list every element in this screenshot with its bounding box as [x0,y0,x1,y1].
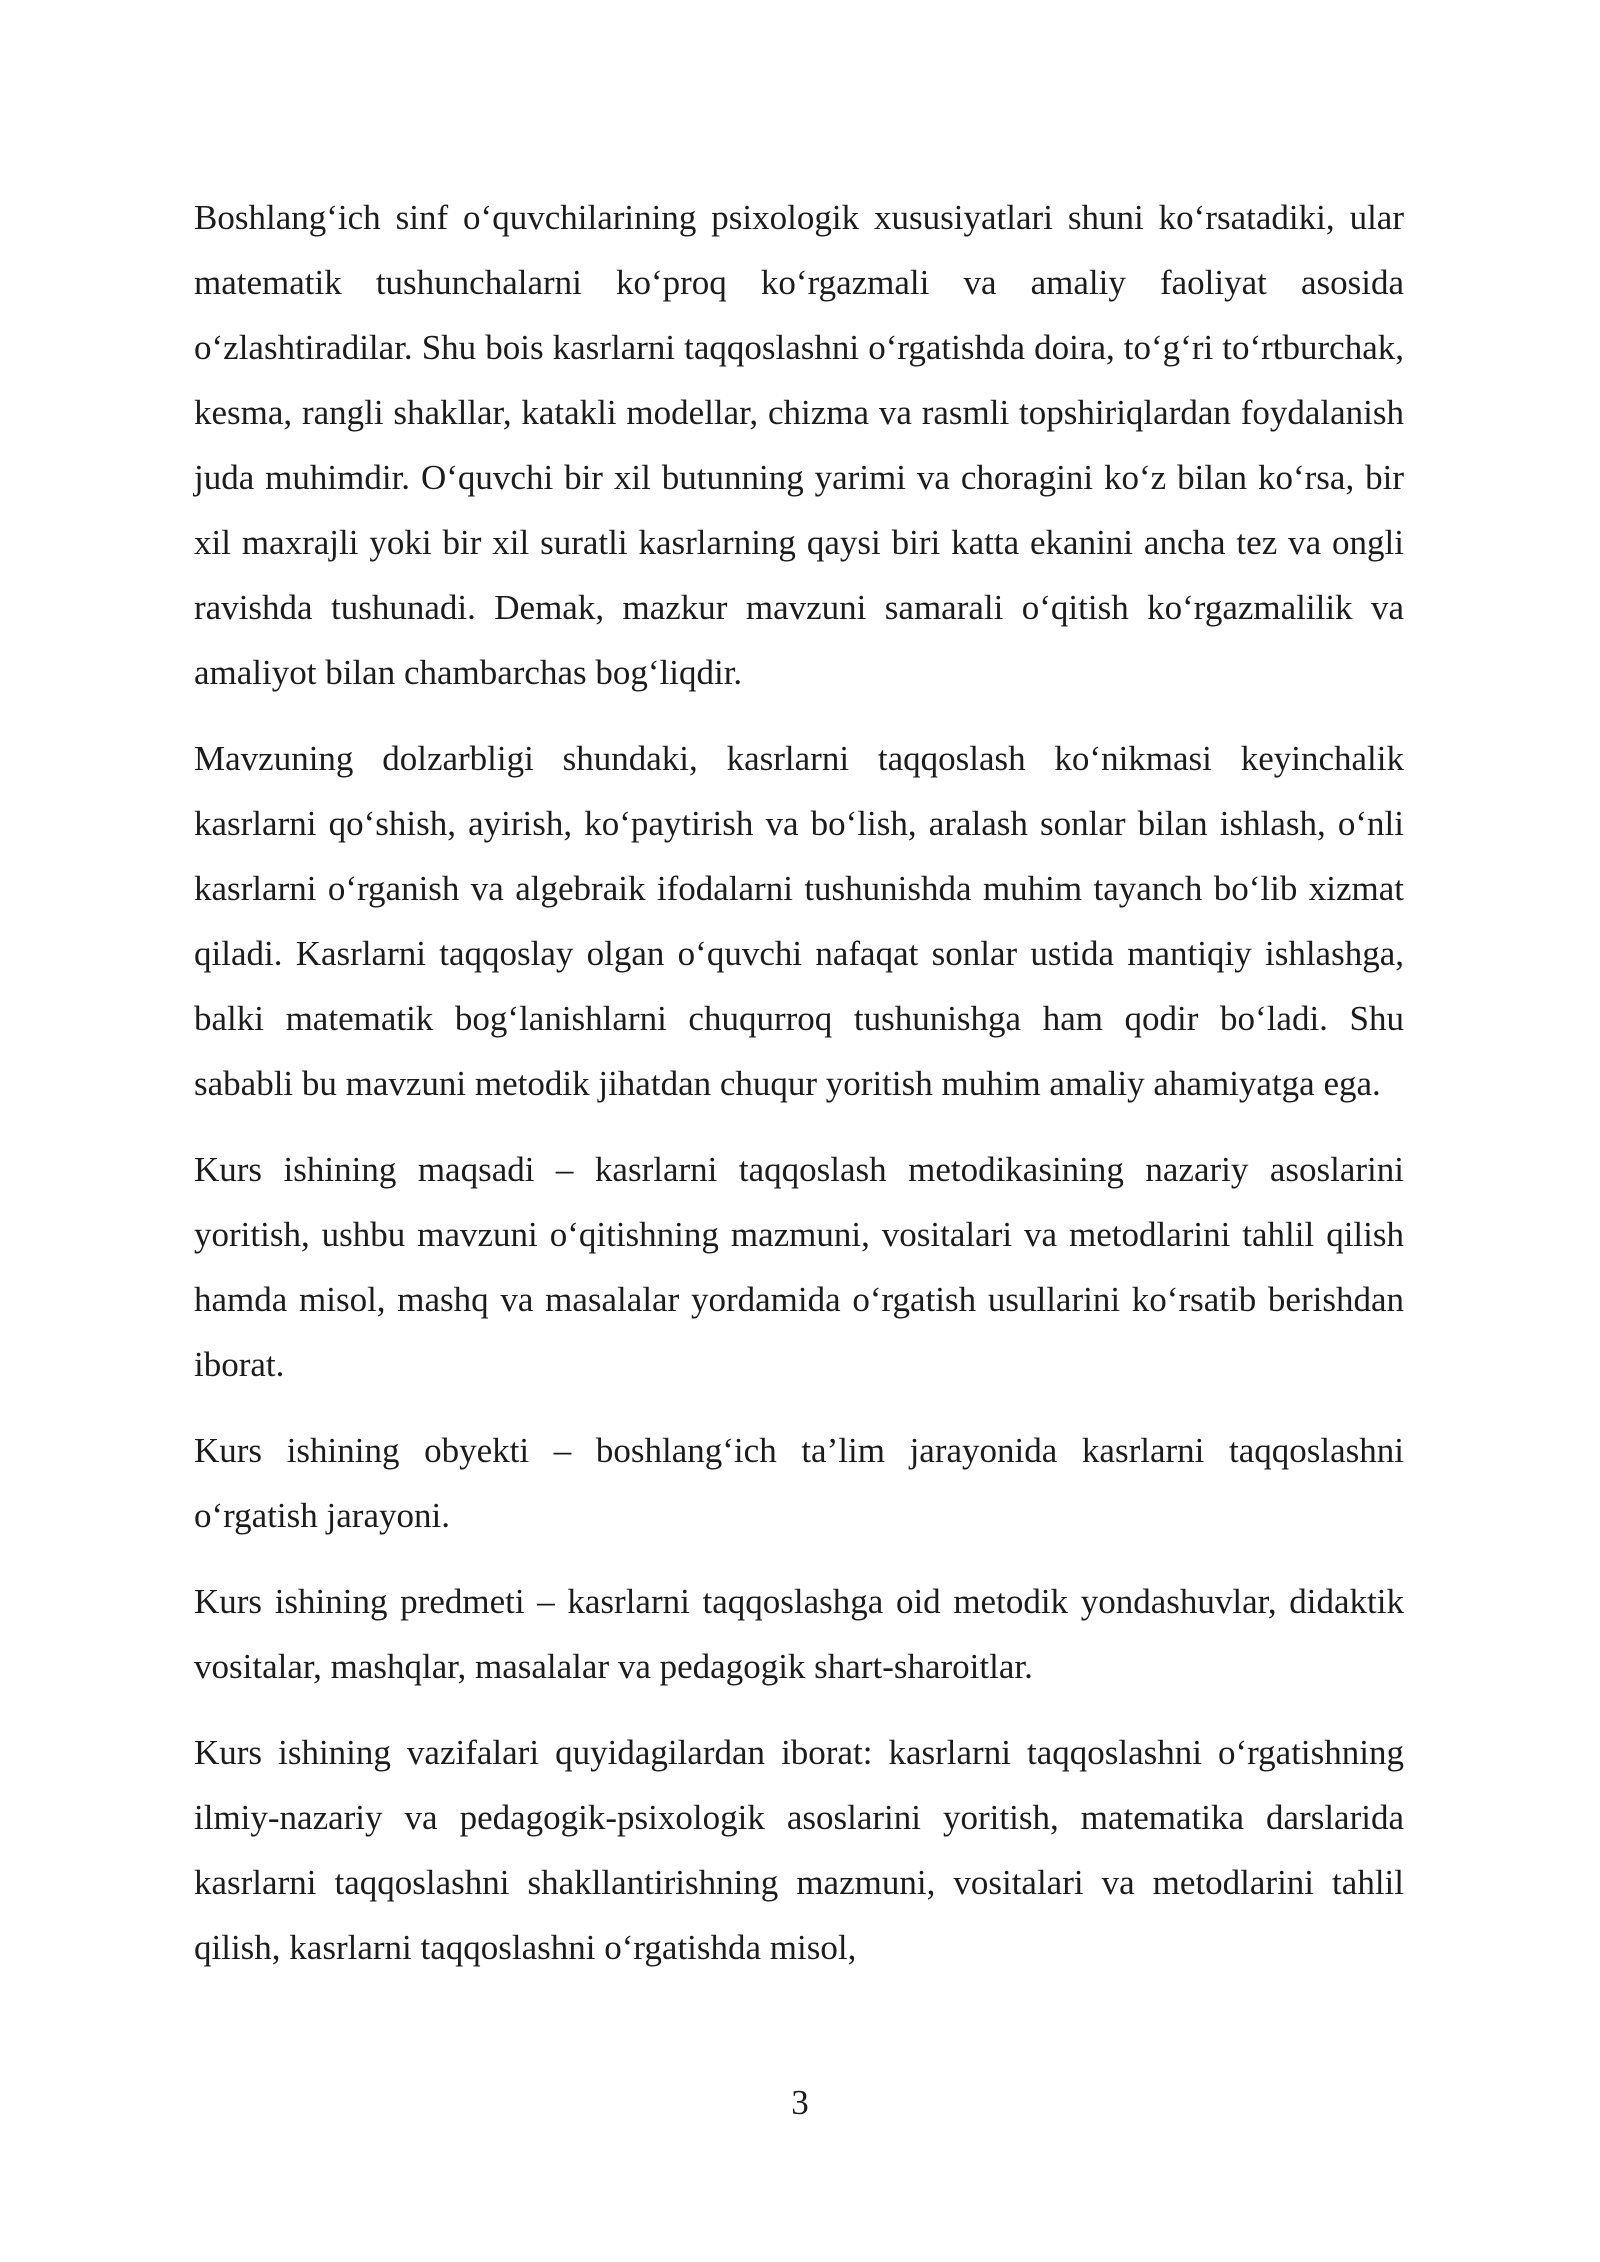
body-text [194,185,1404,2001]
page-number: 3 [791,2083,809,2122]
paragraph-goal: Kurs ishining maqsadi – kasrlarni taqqoslash metodikasining nazariy asoslarini yoritish, ushbu mavzuni o‘qitishning mazmuni, vositalari va metodlarini tahlil qilish hamda misol, mashq va masalalar yordamida o‘rgatish usullarini ko‘rsatib berishdan iborat. [194,1150,1404,1384]
paragraph-tasks: Kurs ishining vazifalari quyidagilardan iborat: kasrlarni taqqoslashni o‘rgatishning ilmiy-nazariy va pedagogik-psixologik asoslarini yoritish, matematika darslarida kasrlarni taqqoslashni shakllantirishning mazmuni, vositalari va metodlarini tahlil qilish, kasrlarni taqqoslashni o‘rgatishda misol, [194,1733,1404,1967]
paragraph-relevance: Mavzuning dolzarbligi shundaki, kasrlarni taqqoslash ko‘nikmasi keyinchalik kasrlarni qo‘shish, ayirish, ko‘paytirish va bo‘lish, aralash sonlar bilan ishlash, o‘nli kasrlarni o‘rganish va algebraik ifodalarni tushunishda muhim tayanch bo‘lib xizmat qiladi. Kasrlarni taqqoslay olgan o‘quvchi nafaqat sonlar ustida mantiqiy ishlashga, balki matematik bog‘lanishlarni chuqurroq tushunishga ham qodir bo‘ladi. Shu sababli bu mavzuni metodik jihatdan chuqur yoritish muhim amaliy ahamiyatga ega. [194,739,1404,1103]
paragraph-object: Kurs ishining obyekti – boshlang‘ich ta’lim jarayonida kasrlarni taqqoslashni o‘rgatish jarayoni. [194,1431,1404,1535]
paragraph-subject: Kurs ishining predmeti – kasrlarni taqqoslashga oid metodik yondashuvlar, didaktik vositalar, mashqlar, masalalar va pedagogik shart-sharoitlar. [194,1582,1404,1686]
paragraph-psychology: Boshlang‘ich sinf o‘quvchilarining psixologik xususiyatlari shuni ko‘rsatadiki, ular matematik tushunchalarni ko‘proq ko‘rgazmali va amaliy faoliyat asosida o‘zlashtiradilar. Shu bois kasrlarni taqqoslashni o‘rgatishda doira, to‘g‘ri to‘rtburchak, kesma, rangli shakllar, katakli modellar, chizma va rasmli topshiriqlardan foydalanish juda muhimdir. O‘quvchi bir xil butunning yarimi va choragini ko‘z bilan ko‘rsa, bir xil maxrajli yoki bir xil suratli kasrlarning qaysi biri katta ekanini ancha tez va ongli ravishda tushunadi. Demak, mazkur mavzuni samarali o‘qitish ko‘rgazmalilik va amaliyot bilan chambarchas bog‘liqdir. [194,198,1404,692]
